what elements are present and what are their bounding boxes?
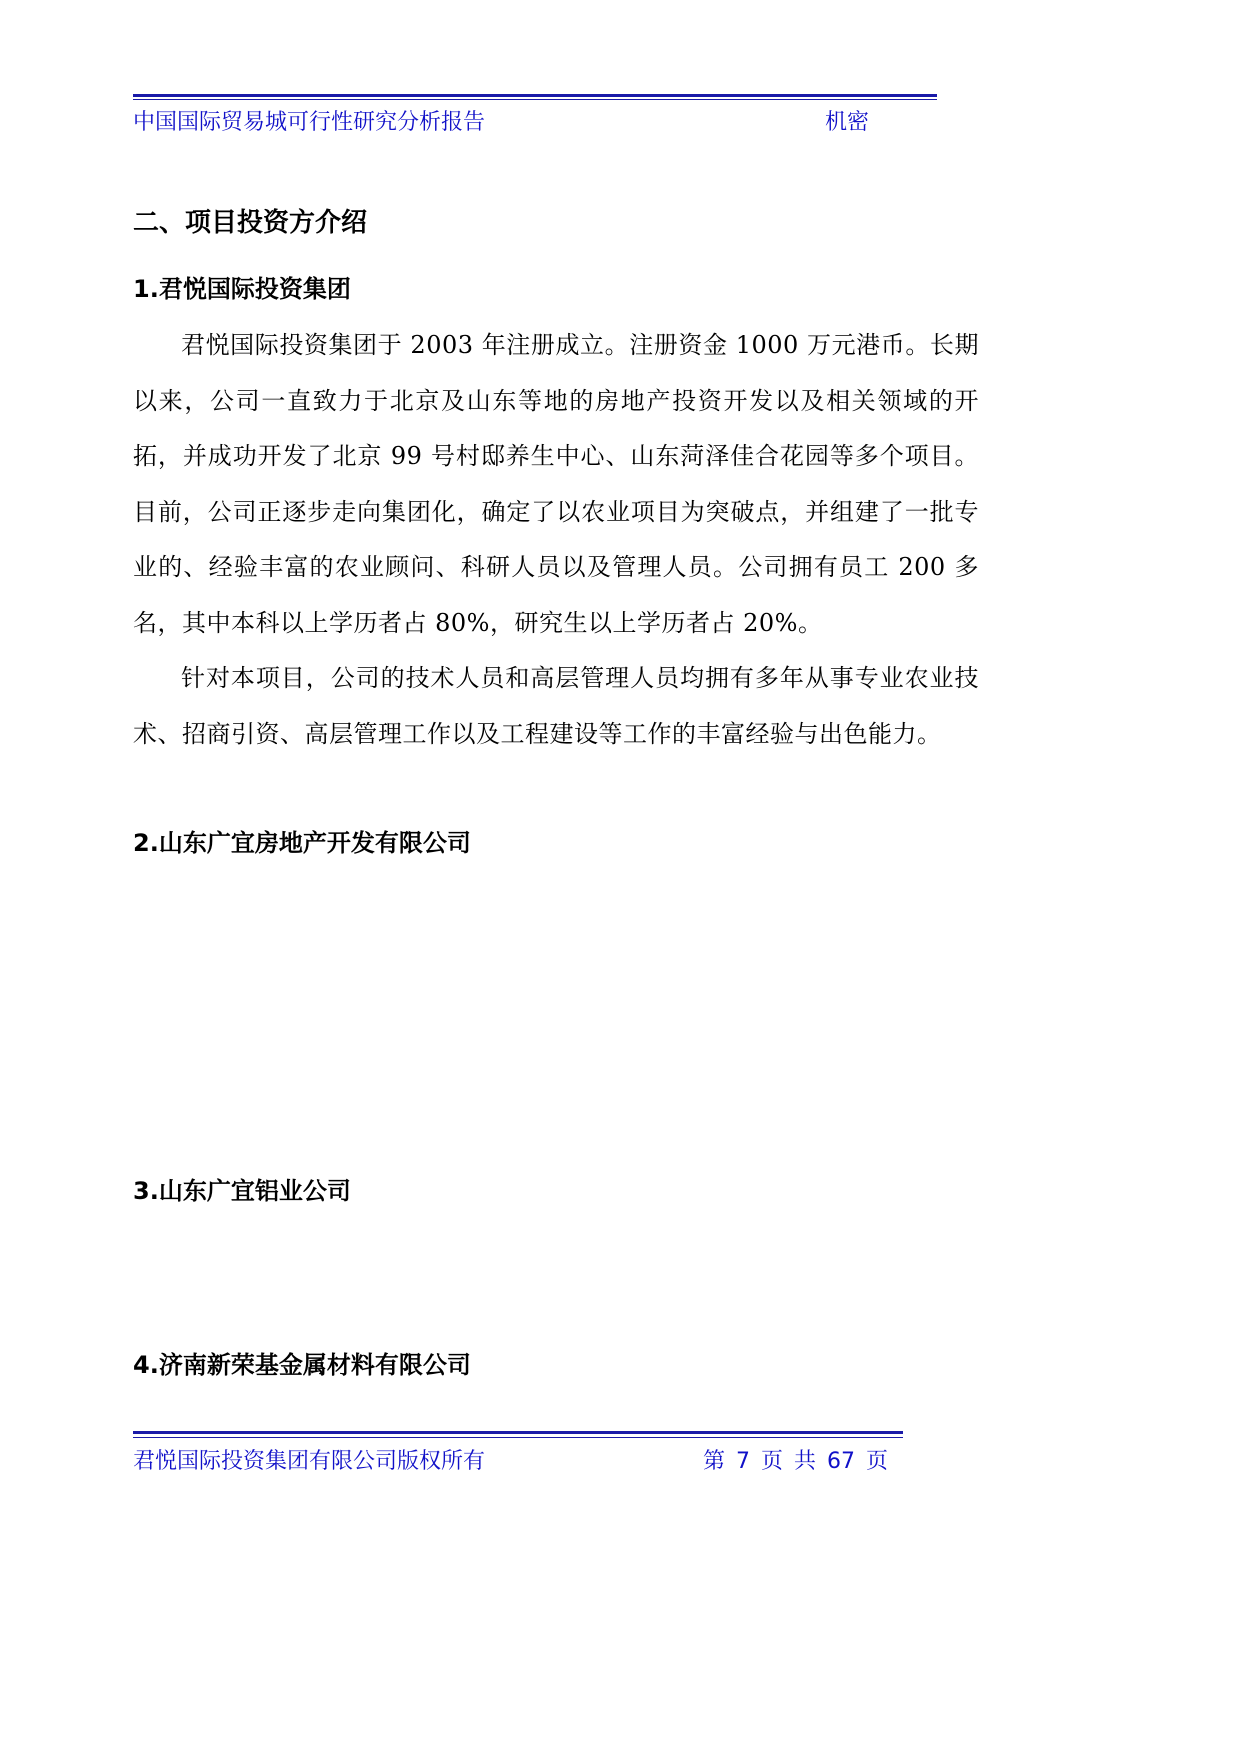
company-heading-4: 4.济南新荣基金属材料有限公司 [133,1351,471,1379]
footer-copyright: 君悦国际投资集团有限公司版权所有 [133,1449,486,1474]
company-heading-3: 3.山东广宜铝业公司 [133,1177,351,1205]
header-classification: 机密 [825,110,870,135]
company-1-paragraph-2: 针对本项目，公司的技术人员和高层管理人员均拥有多年从事专业农业技术、招商引资、高层管理工作以及工程建设等工作的丰富经验与出色能力。 [133,664,979,748]
header-rule-thin [133,99,937,100]
header-title: 中国国际贸易城可行性研究分析报告 [133,110,486,135]
footer-rule-thick [133,1431,903,1434]
company-heading-1: 1.君悦国际投资集团 [133,275,351,303]
section-title: 二、项目投资方介绍 [133,208,368,238]
company-heading-2: 2.山东广宜房地产开发有限公司 [133,829,471,857]
footer-page-number: 第 7 页 共 67 页 [703,1449,888,1474]
footer-rule-thin [133,1437,903,1438]
header-rule-thick [133,94,937,97]
company-1-paragraph-1: 君悦国际投资集团于 2003 年注册成立。注册资金 1000 万元港币。长期以来，公司一直致力于北京及山东等地的房地产投资开发以及相关领域的开拓，并成功开发了北京 99 号村邸养生中心、山东菏泽佳合花园等多个项目。目前，公司正逐步走向集团化，确定了以农业项目为突破点，并组建了一批专业的、经验丰富的农业顾问、科研人员以及管理人员。公司拥有员工 200 多名，其中本科以上学历者占 80%，研究生以上学历者占 20%。 [133,331,979,637]
